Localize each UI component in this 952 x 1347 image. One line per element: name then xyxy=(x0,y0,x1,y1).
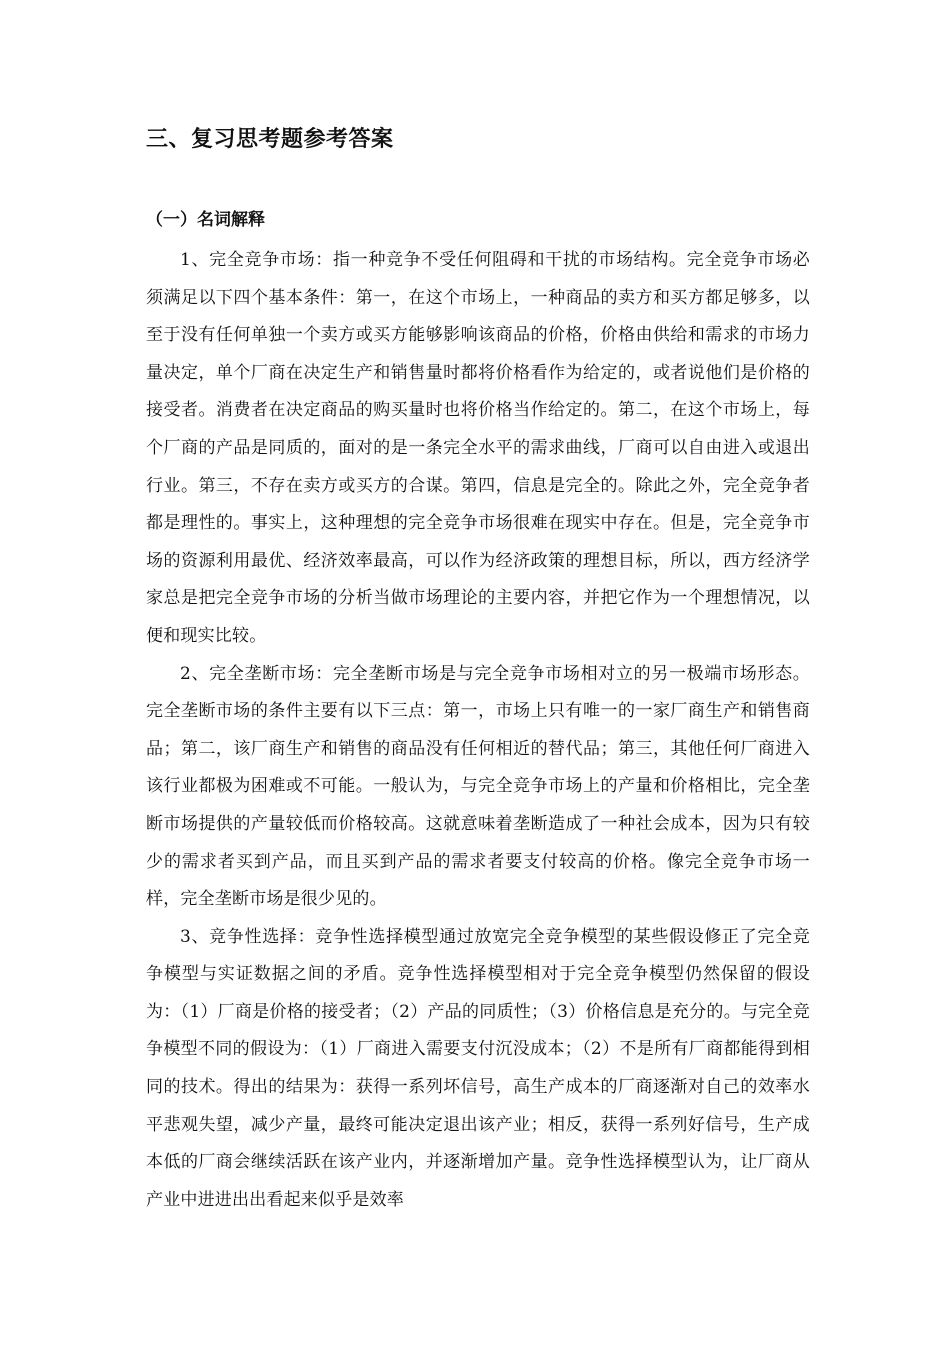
paragraph-monopoly: 2、完全垄断市场：完全垄断市场是与完全竞争市场相对立的另一极端市场形态。完全垄断市场的条件主要有以下三点：第一，市场上只有唯一的一家厂商生产和销售商品；第二，该厂商生产和销售的商品没有任何相近的替代品；第三，其他任何厂商进入该行业都极为困难或不可能。一般认为，与完全竞争市场上的产量和价格相比，完全垄断市场提供的产量较低而价格较高。这就意味着垄断造成了一种社会成本，因为只有较少的需求者买到产品，而且买到产品的需求者要支付较高的价格。像完全竞争市场一样，完全垄断市场是很少见的。 xyxy=(146,663,810,910)
subsection-title: （一）名词解释 xyxy=(146,210,265,230)
paragraph-perfect-competition: 1、完全竞争市场：指一种竞争不受任何阻碍和干扰的市场结构。完全竞争市场必须满足以下四个基本条件：第一，在这个市场上，一种商品的卖方和买方都足够多，以至于没有任何单独一个卖方或买方能够影响该商品的价格，价格由供给和需求的市场力量决定，单个厂商在决定生产和销售量时都将价格看作为给定的，或者说他们是价格的接受者。消费者在决定商品的购买量时也将价格当作给定的。第二，在这个市场上，每个厂商的产品是同质的，面对的是一条完全水平的需求曲线，厂商可以自由进入或退出行业。第三，不存在卖方或买方的合谋。第四，信息是完全的。除此之外，完全竞争者都是理性的。事实上，这种理想的完全竞争市场很难在现实中存在。但是，完全竞争市场的资源利用最优、经济效率最高，可以作为经济政策的理想目标，所以，西方经济学家总是把完全竞争市场的分析当做市场理论的主要内容，并把它作为一个理想情况，以便和现实比较。 xyxy=(146,250,810,646)
paragraph-competitive-selection: 3、竞争性选择：竞争性选择模型通过放宽完全竞争模型的某些假设修正了完全竞争模型与实证数据之间的矛盾。竞争性选择模型相对于完全竞争模型仍然保留的假设为：（1）厂商是价格的接受者；（2）产品的同质性；（3）价格信息是充分的。与完全竞争模型不同的假设为：（1）厂商进入需要支付沉没成本；（2）不是所有厂商都能得到相同的技术。得出的结果为：获得一系列坏信号，高生产成本的厂商逐渐对自己的效率水平悲观失望，减少产量，最终可能决定退出该产业；相反，获得一系列好信号，生产成本低的厂商会继续活跃在该产业内，并逐渐增加产量。竞争性选择模型认为，让厂商从产业中进进出出看起来似乎是效率 xyxy=(146,926,810,1210)
section-title: 三、复习思考题参考答案 xyxy=(146,127,394,152)
body-text xyxy=(146,242,810,1219)
